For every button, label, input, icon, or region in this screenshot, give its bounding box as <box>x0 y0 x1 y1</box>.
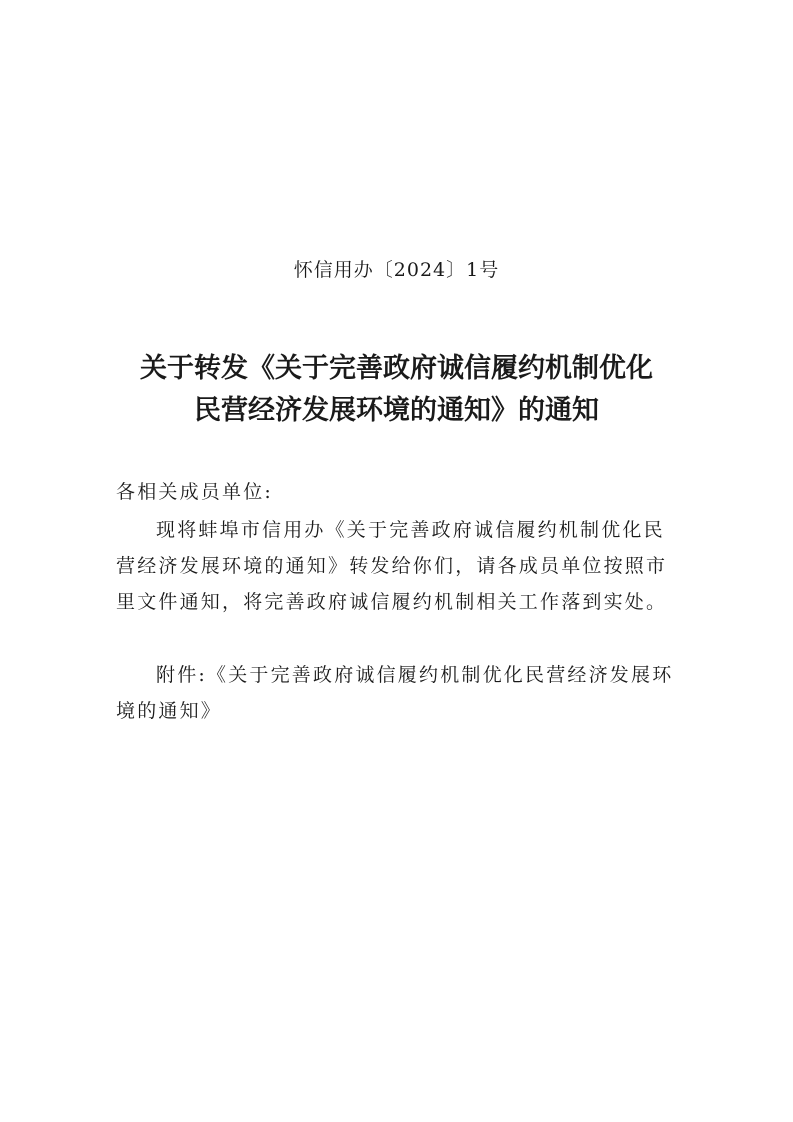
document-number: 怀信用办〔2024〕1号 <box>293 259 500 281</box>
document-title-line-1: 关于转发《关于完善政府诚信履约机制优化 <box>140 353 653 384</box>
document-title-line-2: 民营经济发展环境的通知》的通知 <box>194 395 599 426</box>
document-title <box>100 348 693 432</box>
body-paragraph: 现将蚌埠市信用办《关于完善政府诚信履约机制优化民营经济发展环境的通知》转发给你们，请各成员单位按照市里文件通知，将完善政府诚信履约机制相关工作落到实处。 <box>116 519 668 613</box>
attachment-line: 附件:《关于完善政府诚信履约机制优化民营经济发展环境的通知》 <box>116 664 674 722</box>
salutation: 各相关成员单位: <box>116 481 274 503</box>
